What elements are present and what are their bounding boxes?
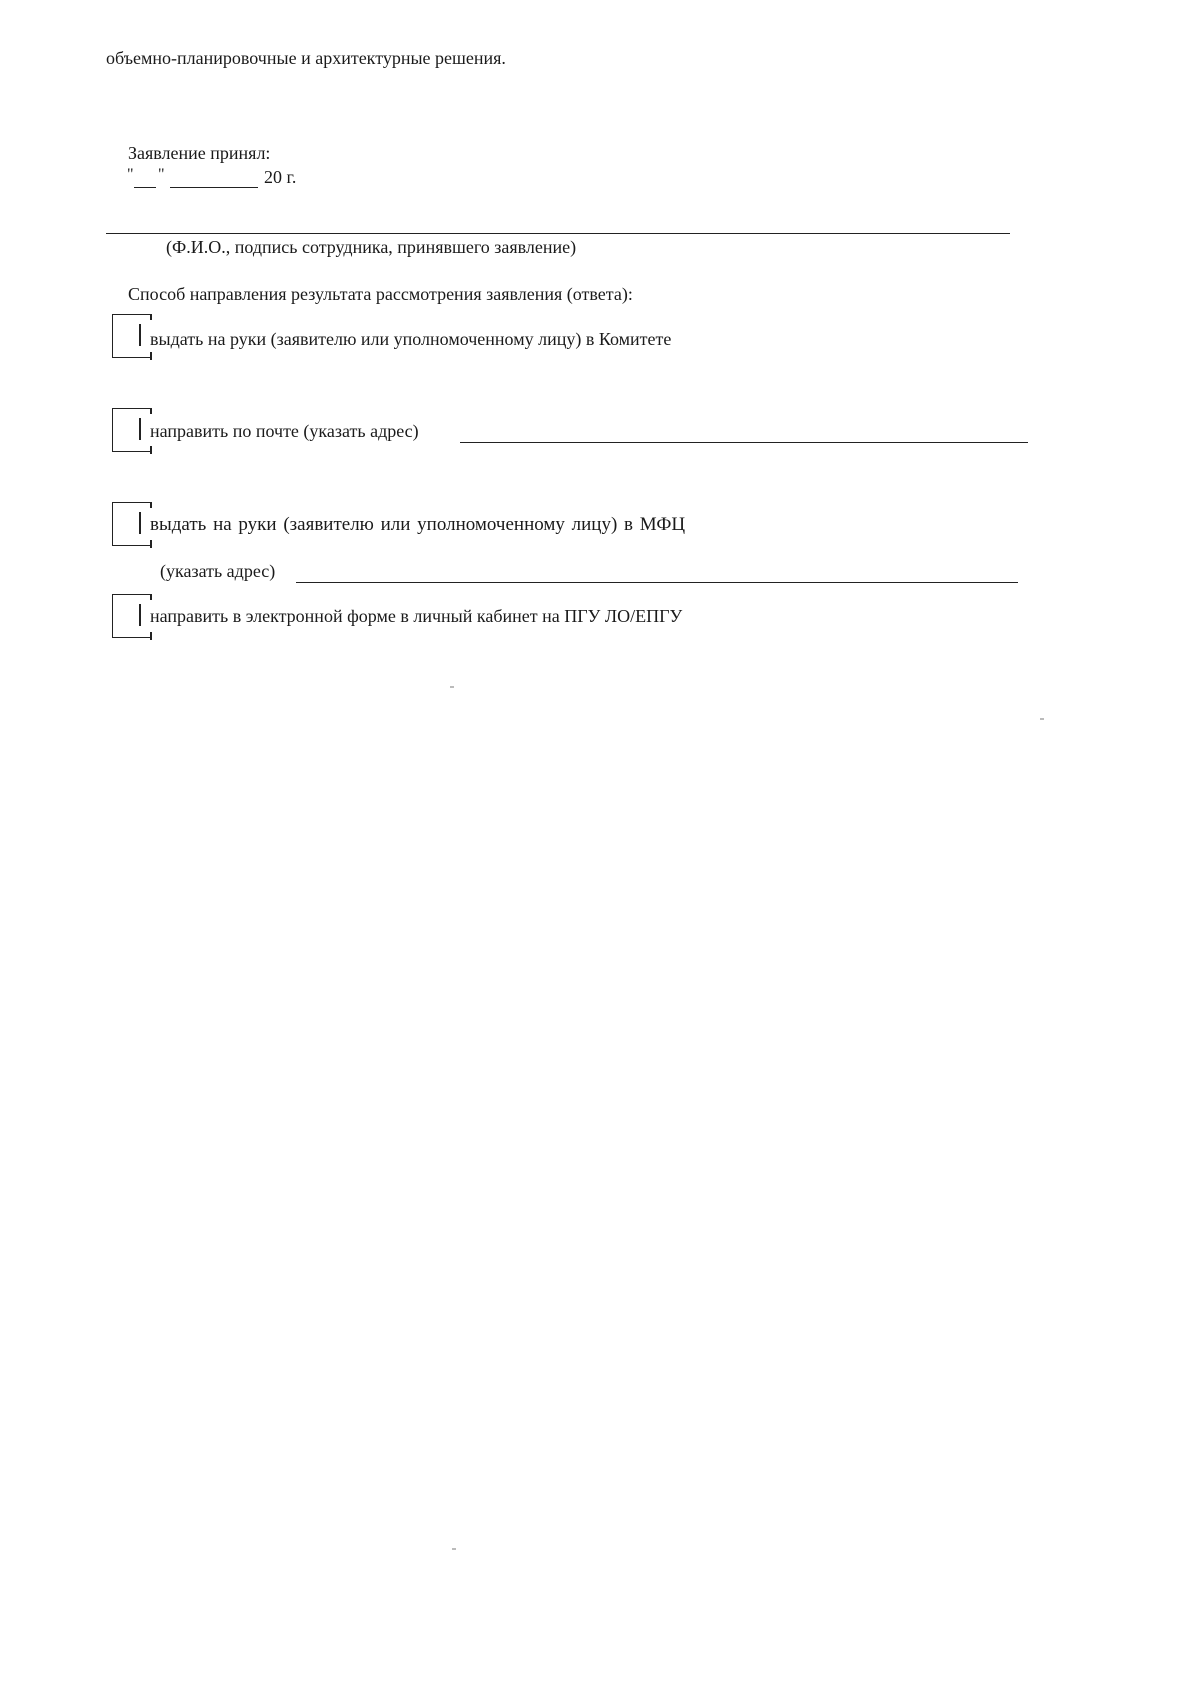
scan-speck bbox=[452, 1548, 456, 1550]
received-label: Заявление принял: bbox=[128, 143, 271, 163]
date-day-blank[interactable] bbox=[134, 187, 156, 188]
mfc-address-line[interactable] bbox=[296, 582, 1018, 583]
option-label-post: направить по почте (указать адрес) bbox=[150, 421, 419, 441]
date-quote-open: " bbox=[127, 166, 134, 183]
intro-text: объемно-планировочные и архитектурные решения. bbox=[106, 48, 506, 68]
option-label-mfc: выдать на руки (заявителю или уполномоченному лицу) в МФЦ bbox=[150, 514, 686, 535]
option-label-electronic: направить в электронной форме в личный кабинет на ПГУ ЛО/ЕПГУ bbox=[150, 606, 683, 626]
option-label-committee: выдать на руки (заявителю или уполномоченному лицу) в Комитете bbox=[150, 329, 672, 349]
date-quote-close: " bbox=[158, 166, 165, 183]
signature-caption: (Ф.И.О., подпись сотрудника, принявшего заявление) bbox=[166, 237, 577, 257]
signature-line[interactable] bbox=[106, 233, 1010, 234]
date-year-suffix: 20 г. bbox=[264, 167, 297, 187]
post-address-line[interactable] bbox=[460, 442, 1028, 443]
scan-speck bbox=[450, 686, 454, 688]
method-heading: Способ направления результата рассмотрения заявления (ответа): bbox=[128, 284, 633, 304]
mfc-address-prompt: (указать адрес) bbox=[160, 561, 276, 581]
scan-speck bbox=[1040, 718, 1044, 720]
date-month-blank[interactable] bbox=[170, 187, 258, 188]
